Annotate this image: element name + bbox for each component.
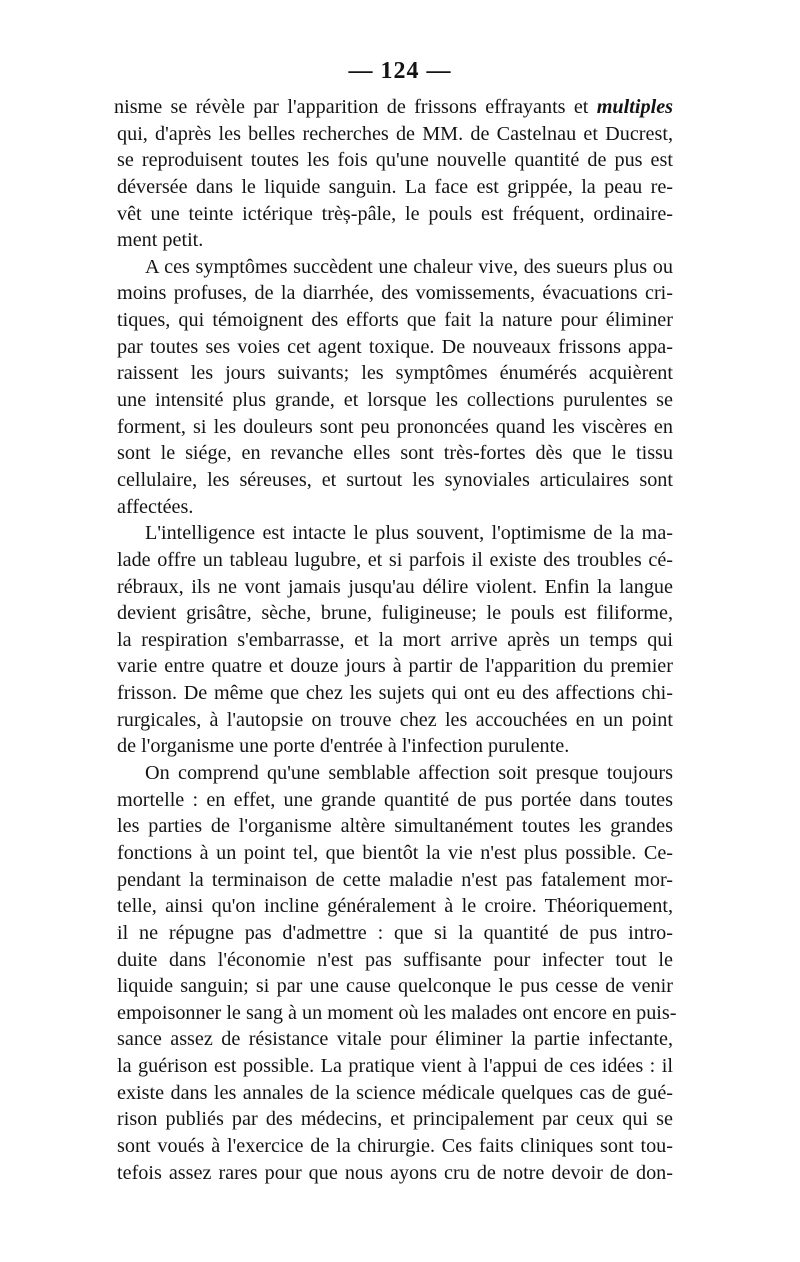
page-number: — 124 — (348, 58, 452, 84)
text-line: il ne répugne pas d'admettre : que si la quantité de pus intro- (117, 921, 673, 944)
text-line: sont voués à l'exercice de la chirurgie. Ces faits cliniques sont tou- (117, 1134, 673, 1157)
text-line: empoisonner le sang à un moment où les malades ont encore en puis- (117, 1001, 677, 1024)
text-line: qui, d'après les belles recherches de MM. de Castelnau et Ducrest, (117, 122, 673, 145)
text-line: rurgicales, à l'autopsie on trouve chez les accouchées en un point (117, 708, 673, 731)
italic-word: multiples (596, 96, 674, 118)
text-line: de l'organisme une porte d'entrée à l'infection purulente. (117, 735, 570, 758)
text-line: L'intelligence est intacte le plus souvent, l'optimisme de la ma- (145, 522, 673, 545)
text-line: par toutes ses voies cet agent toxique. De nouveaux frissons appa- (117, 335, 673, 358)
text-line: la guérison est possible. La pratique vient à l'appui de ces idées : il (117, 1055, 673, 1078)
text-line: telle, ainsi qu'on incline généralement à le croire. Théoriquement, (117, 895, 673, 918)
text-line: pendant la terminaison de cette maladie n'est pas fatalement mor- (117, 868, 673, 891)
text-line: forment, si les douleurs sont peu prononcées quand les viscères en (117, 415, 673, 438)
text-line: A ces symptômes succèdent une chaleur vive, des sueurs plus ou (145, 255, 673, 278)
text-line: ment petit. (117, 229, 204, 252)
text-line: existe dans les annales de la science médicale quelques cas de gué- (117, 1081, 673, 1104)
text-line: se reproduisent toutes les fois qu'une nouvelle quantité de pus est (117, 149, 673, 172)
text-line: affectées. (117, 495, 194, 518)
text-line: déversée dans le liquide sanguin. La face est grippée, la peau re- (117, 175, 673, 198)
text-line: rébraux, ils ne vont jamais jusqu'au délire violent. Enfin la langue (117, 575, 673, 598)
text-line: liquide sanguin; si par une cause quelconque le pus cesse de venir (117, 975, 673, 998)
text-line-segment: nisme se révèle par l'apparition de frissons effrayants et (114, 96, 589, 118)
text-line: vêt une teinte ictérique trèș-pâle, le pouls est fréquent, ordinaire- (117, 202, 673, 225)
text-line: frisson. De même que chez les sujets qui ont eu des affections chi- (117, 682, 673, 705)
text-line: mortelle : en effet, une grande quantité de pus portée dans toutes (117, 788, 673, 811)
text-line: la respiration s'embarrasse, et la mort arrive après un temps qui (117, 628, 673, 651)
text-line (114, 94, 673, 121)
text-line: raissent les jours suivants; les symptômes énumérés acquièrent (117, 362, 673, 385)
text-line: sance assez de résistance vitale pour éliminer la partie infectante, (117, 1028, 673, 1051)
text-line: devient grisâtre, sèche, brune, fuligineuse; le pouls est filiforme, (117, 602, 673, 625)
text-line: fonctions à un point tel, que bientôt la vie n'est plus possible. Ce- (117, 841, 673, 864)
body-text (114, 94, 677, 1186)
text-line: tefois assez rares pour que nous ayons cru de notre devoir de don- (117, 1161, 673, 1184)
text-line: cellulaire, les séreuses, et surtout les synoviales articulaires sont (117, 468, 673, 491)
text-line: moins profuses, de la diarrhée, des vomissements, évacuations cri- (117, 282, 673, 305)
text-line: tiques, qui témoignent des efforts que fait la nature pour éliminer (117, 309, 673, 332)
text-line: On comprend qu'une semblable affection soit presque toujours (145, 762, 673, 785)
text-line: sont le siége, en revanche elles sont très-fortes dès que le tissu (117, 442, 673, 465)
text-line: varie entre quatre et douze jours à partir de l'apparition du premier (117, 655, 673, 678)
text-line: rison publiés par des médecins, et principalement par ceux qui se (117, 1108, 673, 1131)
text-line: lade offre un tableau lugubre, et si parfois il existe des troubles cé- (117, 548, 673, 571)
text-line: les parties de l'organisme altère simultanément toutes les grandes (117, 815, 673, 838)
text-line: une intensité plus grande, et lorsque les collections purulentes se (117, 389, 673, 412)
text-line: duite dans l'économie n'est pas suffisante pour infecter tout le (117, 948, 673, 971)
